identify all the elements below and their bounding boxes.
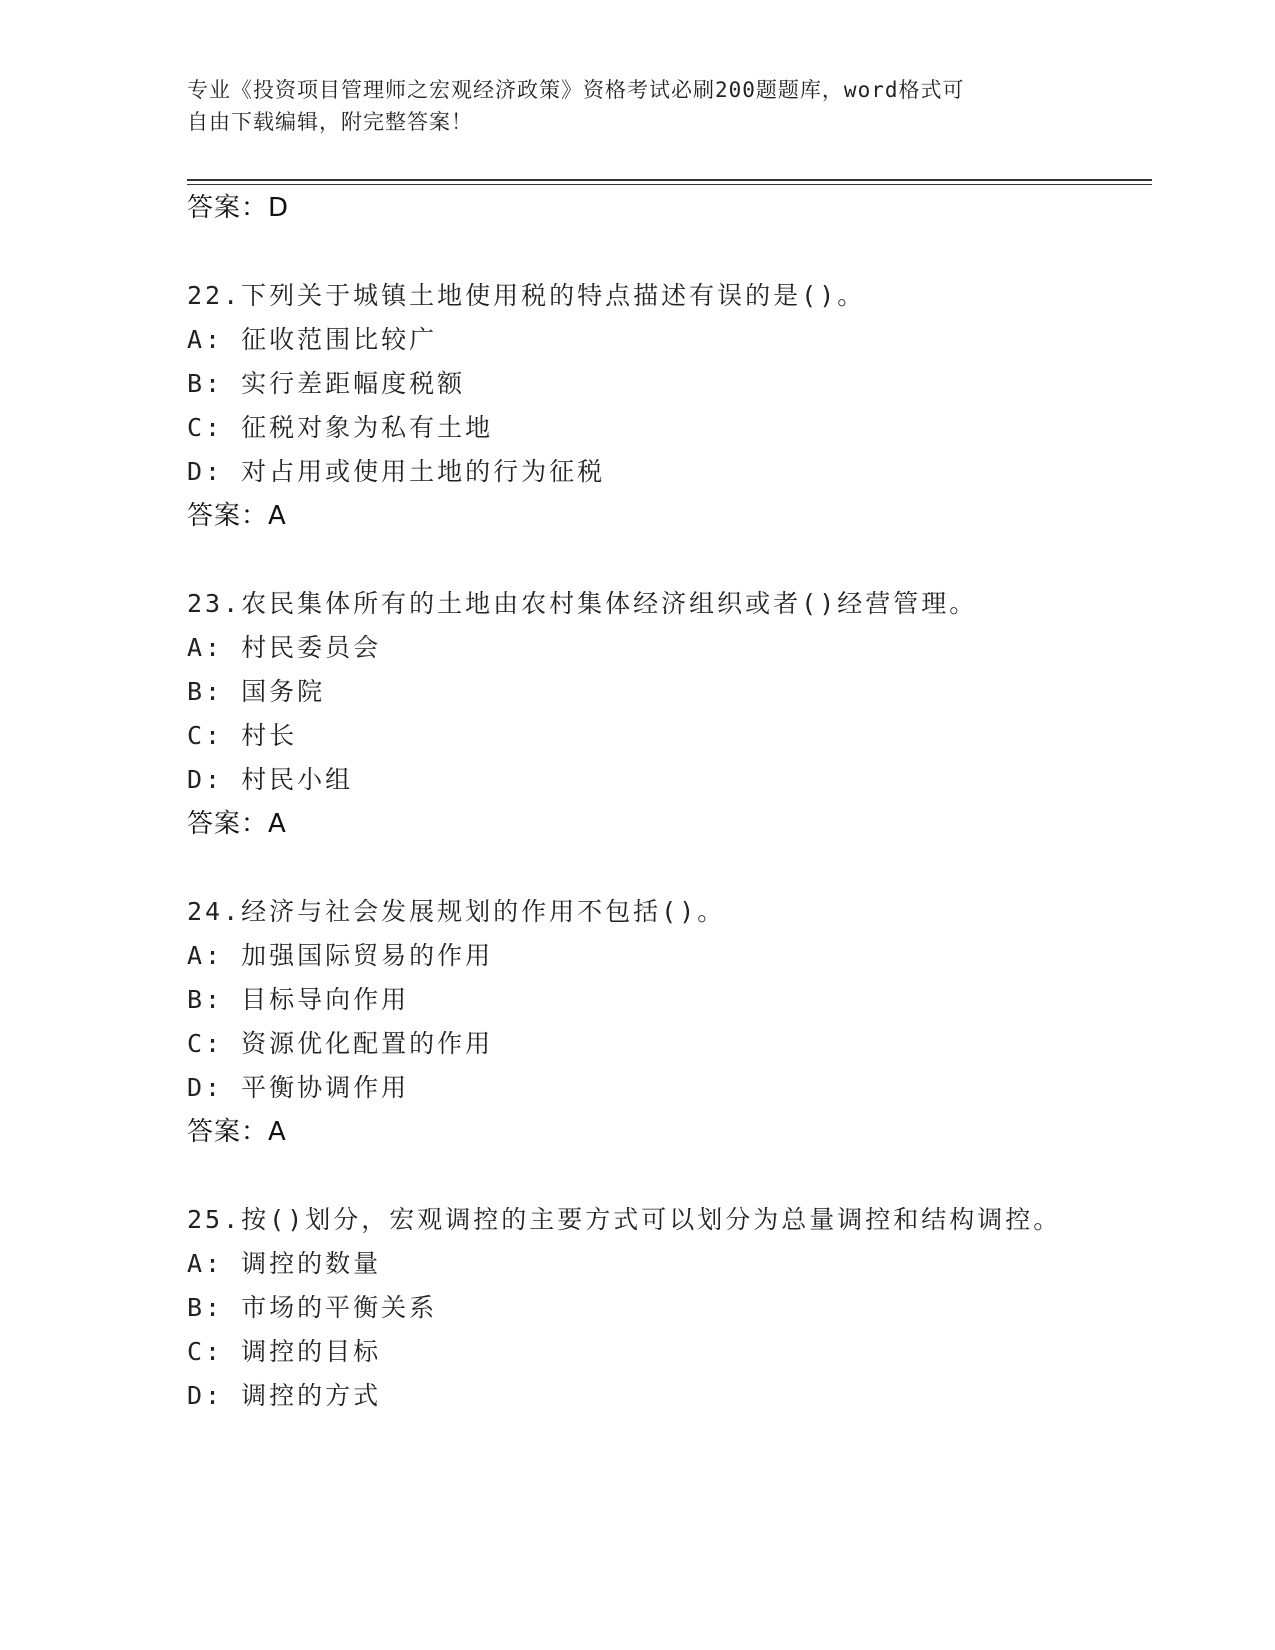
header-rule-thick bbox=[187, 179, 1152, 181]
question-22-option-d: D: 对占用或使用土地的行为征税 bbox=[187, 457, 606, 486]
question-24-option-c: C: 资源优化配置的作用 bbox=[187, 1029, 494, 1058]
question-25-option-b: B: 市场的平衡关系 bbox=[187, 1293, 438, 1322]
question-22-stem: 22.下列关于城镇土地使用税的特点描述有误的是()。 bbox=[187, 281, 866, 310]
question-22-option-a: A: 征收范围比较广 bbox=[187, 325, 438, 354]
question-24-stem: 24.经济与社会发展规划的作用不包括()。 bbox=[187, 897, 726, 926]
header-line-1: 专业《投资项目管理师之宏观经济政策》资格考试必刷200题题库，word格式可 bbox=[187, 78, 965, 102]
header-rule-thin bbox=[187, 184, 1152, 185]
question-22-option-b: B: 实行差距幅度税额 bbox=[187, 369, 466, 398]
question-23-answer: 答案：A bbox=[187, 809, 287, 839]
question-23-option-c: C: 村长 bbox=[187, 721, 298, 750]
document-header bbox=[187, 74, 1067, 138]
answer-text: 答案：D bbox=[187, 193, 290, 223]
question-23-option-d: D: 村民小组 bbox=[187, 765, 354, 794]
question-25-option-d: D: 调控的方式 bbox=[187, 1381, 382, 1410]
question-23-option-b: B: 国务院 bbox=[187, 677, 326, 706]
question-23-stem: 23.农民集体所有的土地由农村集体经济组织或者()经营管理。 bbox=[187, 589, 978, 618]
question-24-option-b: B: 目标导向作用 bbox=[187, 985, 410, 1014]
question-25-stem: 25.按()划分，宏观调控的主要方式可以划分为总量调控和结构调控。 bbox=[187, 1205, 1062, 1234]
question-22-option-c: C: 征税对象为私有土地 bbox=[187, 413, 494, 442]
question-24-option-d: D: 平衡协调作用 bbox=[187, 1073, 410, 1102]
question-25-option-c: C: 调控的目标 bbox=[187, 1337, 382, 1366]
question-23-option-a: A: 村民委员会 bbox=[187, 633, 382, 662]
question-24-answer: 答案：A bbox=[187, 1117, 287, 1147]
question-24-option-a: A: 加强国际贸易的作用 bbox=[187, 941, 494, 970]
question-25-option-a: A: 调控的数量 bbox=[187, 1249, 382, 1278]
header-line-2: 自由下载编辑，附完整答案！ bbox=[187, 110, 473, 134]
question-22-answer: 答案：A bbox=[187, 501, 287, 531]
